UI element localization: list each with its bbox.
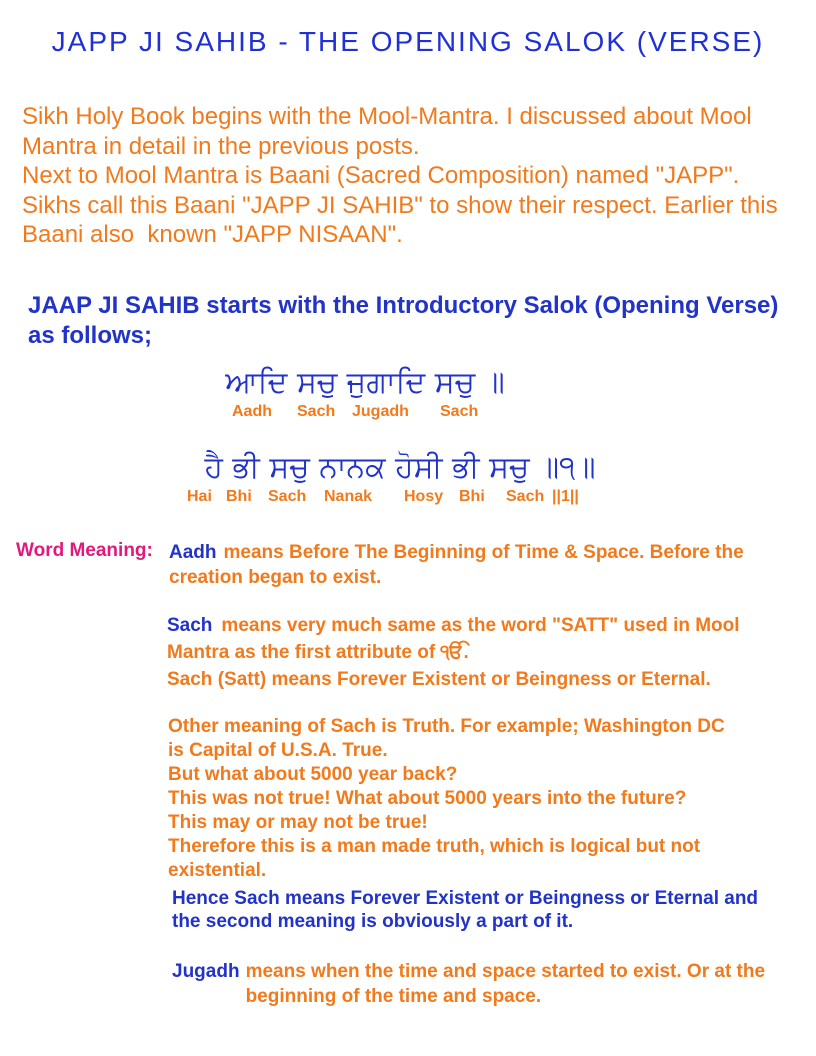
transliteration-word: Jugadh (352, 403, 409, 420)
meaning-line: But what about 5000 year back? (168, 764, 458, 785)
transliteration-word: Bhi (459, 488, 485, 505)
term-aadh: Aadh (169, 542, 217, 563)
transliteration-word: Sach (268, 488, 307, 505)
transliteration-word: Sach (297, 403, 336, 420)
meaning-sach-conclusion (172, 887, 758, 933)
intro-line: Sikh Holy Book begins with the Mool-Mantra. I discussed about Mool (22, 103, 752, 130)
intro-paragraph (22, 102, 778, 250)
transliteration-word: Hai (187, 488, 212, 505)
meaning-line: This may or may not be true! (168, 812, 428, 833)
meaning-line: existential. (168, 860, 267, 881)
transliteration-word: Aadh (232, 403, 272, 420)
meaning-line: Mantra as the first attribute of ੴ. (167, 642, 469, 663)
meaning-aadh (169, 540, 744, 590)
gurmukhi-verse-line-1: ਆਦਿ ਸਚੁ ਜੁਗਾਦਿ ਸਚੁ ॥ (225, 365, 505, 400)
meaning-jugadh (172, 959, 765, 1009)
meaning-sach-truth (168, 715, 725, 883)
meaning-line: is Capital of U.S.A. True. (168, 740, 388, 761)
term-jugadh: Jugadh (172, 961, 240, 982)
intro-line: Baani also known "JAPP NISAAN". (22, 221, 403, 248)
meaning-line: This was not true! What about 5000 years into the future? (168, 788, 687, 809)
meaning-first-line (167, 612, 740, 639)
meaning-text: means very much same as the word "SATT" used in Mool (221, 615, 740, 636)
meaning-line: Hence Sach means Forever Existent or Beingness or Eternal and (172, 888, 759, 909)
intro-line: Next to Mool Mantra is Baani (Sacred Composition) named "JAPP". (22, 162, 740, 189)
transliteration-word: Nanak (324, 488, 373, 505)
transliteration-word: Sach (440, 403, 479, 420)
lead-in-line: as follows; (28, 322, 153, 349)
word-meaning-heading: Word Meaning: (16, 540, 153, 561)
transliteration-line-2 (0, 486, 816, 508)
meaning-line: creation began to exist. (169, 567, 382, 588)
transliteration-word: Sach (506, 488, 545, 505)
transliteration-line-1 (0, 401, 816, 423)
meaning-line: the second meaning is obviously a part of it. (172, 911, 574, 932)
lead-in-line: JAAP JI SAHIB starts with the Introductory Salok (Opening Verse) (28, 292, 779, 319)
term-sach: Sach (167, 615, 213, 636)
transliteration-word: Hosy (404, 488, 444, 505)
lead-in-paragraph (28, 291, 778, 351)
meaning-first-line (169, 540, 744, 565)
meaning-text: means Before The Beginning of Time & Space. Before the (223, 542, 744, 563)
meaning-line: beginning of the time and space. (245, 986, 542, 1007)
intro-line: Sikhs call this Baani "JAPP JI SAHIB" to show their respect. Earlier this (22, 191, 778, 219)
meaning-line: Sach (Satt) means Forever Existent or Beingness or Eternal. (167, 669, 711, 690)
meaning-line: Therefore this is a man made truth, which is logical but not (168, 836, 701, 857)
meaning-jugadh-text (246, 959, 766, 1009)
gurmukhi-verse-line-2: ਹੈ ਭੀ ਸਚੁ ਨਾਨਕ ਹੋਸੀ ਭੀ ਸਚੁ ॥੧॥ (204, 450, 596, 485)
meaning-sach (167, 612, 740, 693)
meaning-line: Other meaning of Sach is Truth. For example; Washington DC (168, 716, 725, 737)
intro-line: Mantra in detail in the previous posts. (22, 132, 420, 160)
meaning-line: means when the time and space started to exist. Or at the (245, 961, 766, 982)
page-title: JAPP JI SAHIB - THE OPENING SALOK (VERSE) (51, 26, 765, 57)
transliteration-word: ||1|| (552, 488, 579, 505)
transliteration-word: Bhi (226, 488, 252, 505)
